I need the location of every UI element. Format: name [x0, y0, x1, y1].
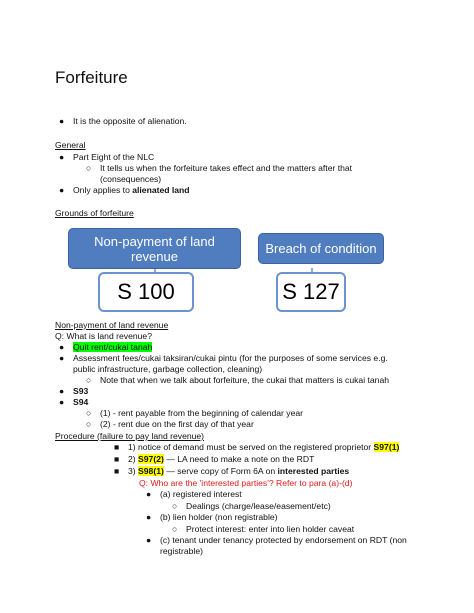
circle-bullet-icon: ○	[86, 375, 92, 385]
s94-sub-1	[86, 408, 303, 419]
box-s127: S 127	[276, 272, 346, 312]
box-non-payment-line2: revenue	[131, 248, 178, 264]
assessment-item	[59, 353, 388, 364]
s93-text: S93	[73, 386, 89, 396]
step3-ref: S98(1)	[138, 466, 164, 476]
party-c-cont: registrable)	[160, 546, 203, 556]
nonpayment-heading: Non-payment of land revenue	[55, 320, 169, 330]
bullet-icon: ●	[146, 489, 152, 499]
nonpayment-question: Q: What is land revenue?	[55, 331, 152, 341]
bullet-icon: ●	[59, 397, 65, 407]
procedure-step-2	[114, 454, 314, 465]
step2-ref: S97(2)	[138, 454, 164, 464]
note-item	[86, 375, 389, 386]
s94-item	[59, 397, 88, 408]
party-b	[146, 512, 278, 523]
step3-text: — serve copy of Form 6A on	[166, 466, 276, 476]
party-a-text: (a) registered interest	[160, 489, 242, 499]
grounds-heading: Grounds of forfeiture	[55, 208, 134, 218]
box-non-payment	[68, 228, 241, 269]
step3-bold: interested parties	[277, 466, 350, 476]
note-text: Note that when we talk about forfeiture, the cukai that matters is cukai tanah	[100, 375, 390, 385]
step2-text: — LA need to make a note on the RDT	[166, 454, 315, 464]
box-breach: Breach of condition	[258, 233, 384, 264]
party-b-sub-text: Protect interest: enter into lien holder caveat	[186, 524, 355, 534]
step1-text: 1) notice of demand must be served on the registered proprietor	[128, 442, 372, 452]
party-a-sub	[172, 501, 331, 512]
procedure-step-1	[114, 442, 399, 453]
nonpayment-answer	[59, 342, 152, 353]
bullet-icon: ●	[59, 386, 65, 396]
s94-sub-2-text: (2) - rent due on the first day of that year	[100, 419, 254, 429]
circle-bullet-icon: ○	[86, 408, 92, 418]
square-bullet-icon: ■	[114, 442, 120, 452]
bullet-icon: ●	[59, 353, 65, 363]
box-s100: S 100	[98, 272, 194, 312]
party-b-sub	[172, 524, 354, 535]
general-heading: General	[55, 140, 86, 150]
bullet-icon: ●	[59, 152, 65, 162]
intro-text: It is the opposite of alienation.	[73, 116, 187, 126]
assessment-cont: public infrastructure, garbage collection, cleaning)	[73, 364, 263, 374]
s94-sub-2	[86, 419, 254, 430]
s93-item	[59, 386, 88, 397]
assessment-text: Assessment fees/cukai taksiran/cukai pintu (for the purposes of some services e.g.	[73, 353, 388, 363]
general-item-text: Part Eight of the NLC	[73, 152, 155, 162]
square-bullet-icon: ■	[114, 466, 120, 476]
alienated-land-text: alienated land	[132, 185, 190, 195]
party-c-text: (c) tenant under tenancy protected by endorsement on RDT (non	[160, 535, 407, 545]
quit-rent-text: Quit rent/cukai tanah	[73, 342, 153, 352]
general-item-text: Only applies to	[73, 185, 130, 195]
bullet-icon: ●	[59, 116, 65, 126]
party-a	[146, 489, 242, 500]
procedure-question: Q: Who are the 'interested parties'? Refer to para (a)-(d)	[139, 478, 353, 488]
circle-bullet-icon: ○	[86, 419, 92, 429]
party-a-sub-text: Dealings (charge/lease/easement/etc)	[186, 501, 331, 511]
general-subitem-cont: (consequences)	[100, 174, 162, 184]
bullet-icon: ●	[59, 185, 65, 195]
bullet-icon: ●	[146, 535, 152, 545]
party-c	[146, 535, 407, 546]
circle-bullet-icon: ○	[172, 501, 178, 511]
procedure-heading: Procedure (failure to pay land revenue)	[55, 431, 205, 441]
box-non-payment-line1: Non-payment of land	[94, 233, 215, 249]
s94-text: S94	[73, 397, 89, 407]
bullet-icon: ●	[59, 342, 65, 352]
s94-sub-1-text: (1) - rent payable from the beginning of calendar year	[100, 408, 304, 418]
circle-bullet-icon: ○	[172, 524, 178, 534]
party-b-text: (b) lien holder (non registrable)	[160, 512, 278, 522]
step3-num: 3)	[128, 466, 136, 476]
circle-bullet-icon: ○	[86, 163, 92, 173]
procedure-step-3	[114, 466, 349, 477]
step1-ref: S97(1)	[373, 442, 400, 452]
page-title: Forfeiture	[55, 68, 128, 87]
general-subitem-text: It tells us when the forfeiture takes effect and the matters after that	[100, 163, 353, 173]
step2-num: 2)	[128, 454, 136, 464]
bullet-icon: ●	[146, 512, 152, 522]
square-bullet-icon: ■	[114, 454, 120, 464]
